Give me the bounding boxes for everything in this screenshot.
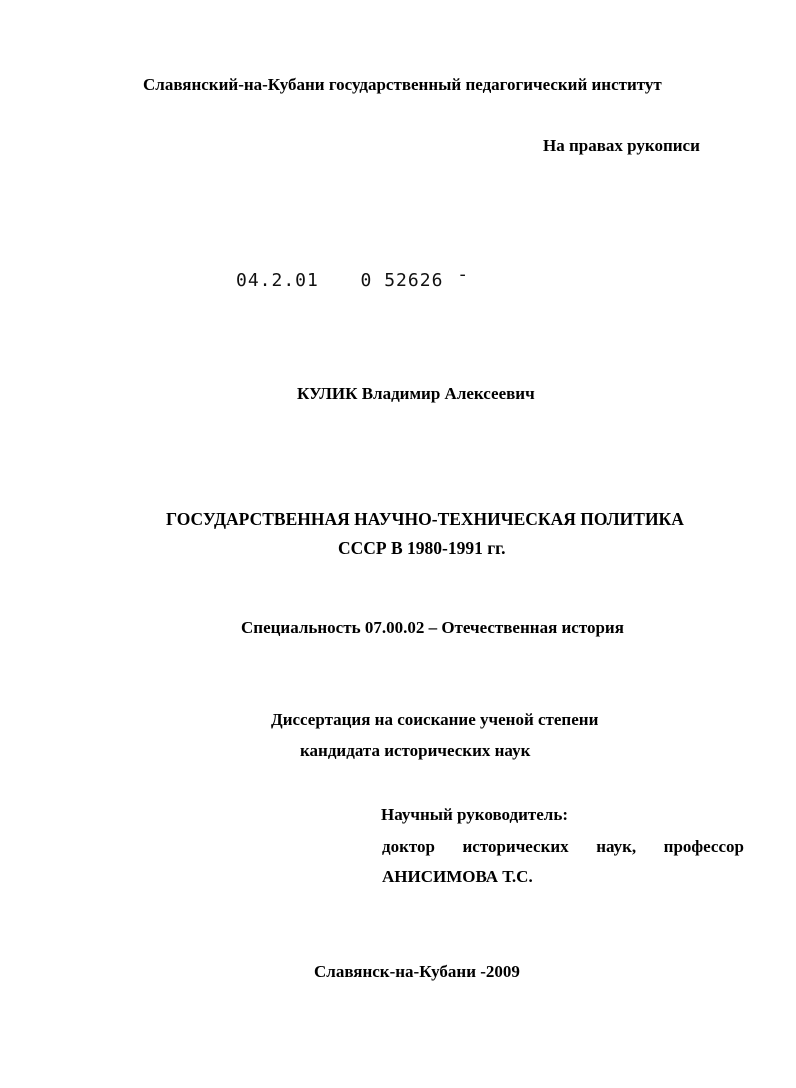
catalog-number-suffix: - [457,264,470,285]
catalog-number-part2: 0 52626 [360,270,444,291]
advisor-degree-word: доктор [382,837,435,856]
thesis-title-line2: СССР В 1980-1991 гг. [338,538,506,558]
thesis-title-line1: ГОСУДАРСТВЕННАЯ НАУЧНО-ТЕХНИЧЕСКАЯ ПОЛИТИКА [166,509,684,529]
advisor-degree [382,837,744,857]
catalog-number-part1: 04.2.01 [236,270,319,291]
manuscript-note: На правах рукописи [543,136,700,155]
specialty: Специальность 07.00.02 – Отечественная история [241,618,624,637]
catalog-number-stamp [236,264,470,291]
advisor-degree-word: исторических [462,837,569,856]
city-year: Славянск-на-Кубани -2009 [314,962,520,981]
author-name: КУЛИК Владимир Алексеевич [297,384,535,403]
institution-name: Славянский-на-Кубани государственный педагогический институт [143,75,662,94]
dissertation-line2: кандидата исторических наук [300,741,531,760]
advisor-name: АНИСИМОВА Т.С. [382,867,533,886]
dissertation-line1: Диссертация на соискание ученой степени [271,710,599,729]
advisor-label: Научный руководитель: [381,805,568,824]
advisor-degree-word: профессор [663,837,744,856]
advisor-degree-word: наук, [596,837,637,856]
